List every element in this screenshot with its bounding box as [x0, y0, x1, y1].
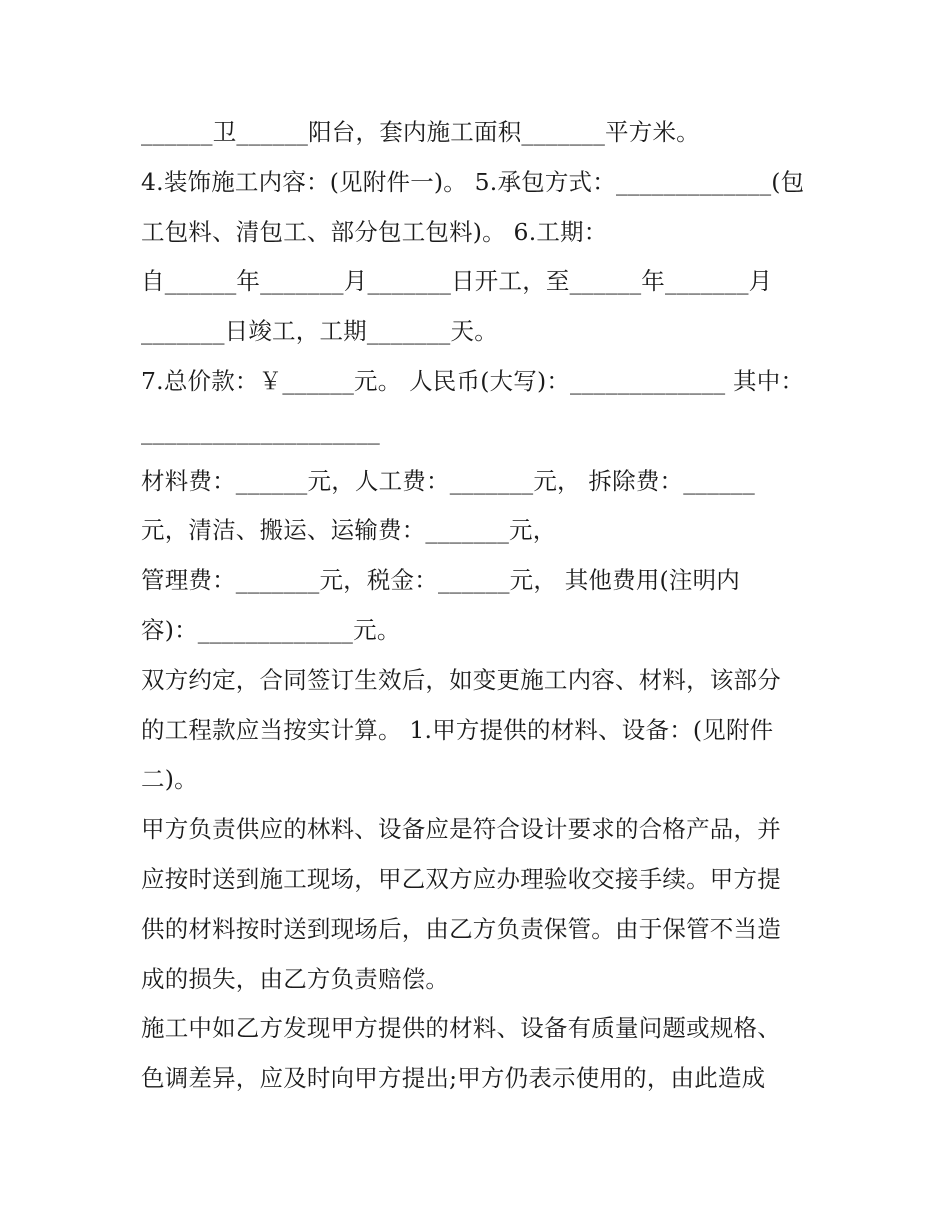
text-line: _______日竣工，工期_______天。: [141, 317, 498, 346]
text-line: 材料费：______元，人工费：_______元， 拆除费：______: [141, 466, 755, 495]
text-line: 4.装饰施工内容：(见附件一)。 5.承包方式：_____________(包: [141, 167, 805, 196]
text-line: 甲方负责供应的林料、设备应是符合设计要求的合格产品，并: [141, 815, 781, 844]
text-line: 容)：_____________元。: [141, 615, 401, 644]
text-line: 双方约定，合同签订生效后，如变更施工内容、材料，该部分: [141, 665, 781, 694]
text-line: ______卫______阳台，套内施工面积_______平方米。: [141, 118, 700, 146]
text-line: 的工程款应当按实计算。 1.甲方提供的材料、设备：(见附件: [141, 715, 774, 744]
text-line: 7.总价款：￥______元。 人民币(大写)：_____________ 其中：: [141, 366, 805, 395]
document-body: [141, 108, 821, 1104]
text-line: 色调差异，应及时向甲方提出;甲方仍表示使用的，由此造成: [141, 1064, 766, 1093]
text-line: 供的材料按时送到现场后，由乙方负责保管。由于保管不当造: [141, 914, 781, 943]
text-line: ____________________: [141, 416, 380, 445]
text-line: 管理费：_______元，税金：______元， 其他费用(注明内: [141, 566, 740, 595]
text-line: 施工中如乙方发现甲方提供的材料、设备有质量问题或规格、: [141, 1014, 781, 1043]
text-line: 二)。: [141, 765, 198, 794]
text-line: 成的损失，由乙方负责赔偿。: [141, 964, 450, 993]
text-line: 应按时送到施工现场，甲乙双方应办理验收交接手续。甲方提: [141, 864, 781, 893]
text-line: 自______年_______月_______日开工，至______年_______月: [141, 267, 773, 296]
text-line: 元，清洁、搬运、运输费：_______元，: [141, 516, 557, 545]
text-line: 工包料、清包工、部分包工包料)。 6.工期：: [141, 217, 608, 246]
